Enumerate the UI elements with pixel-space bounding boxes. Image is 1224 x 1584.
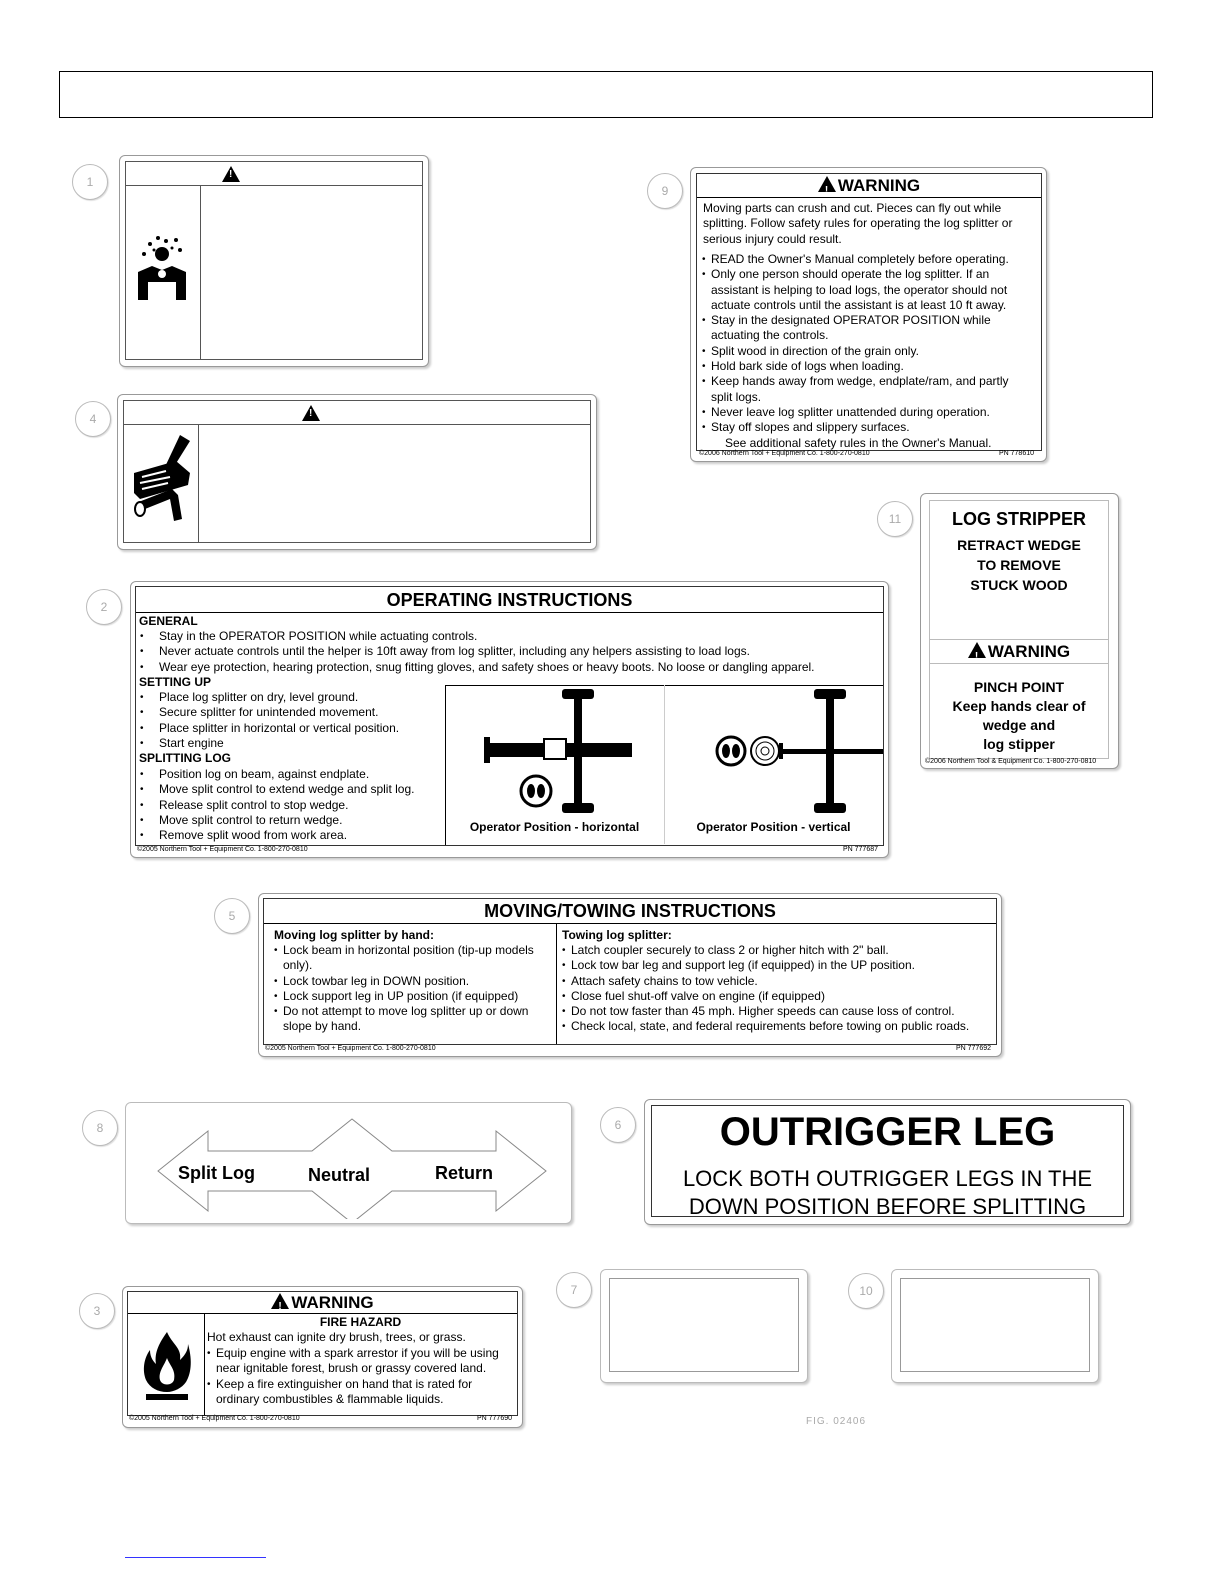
copyright: ©2006 Northern Tool + Equipment Co. 1-800-270-0810 xyxy=(699,450,870,457)
fire-sub: FIRE HAZARD xyxy=(319,1315,402,1329)
callout-4: 4 xyxy=(75,401,111,437)
warning-list xyxy=(702,252,1038,436)
decal-11-log-stripper xyxy=(920,493,1119,769)
decal-2-operating xyxy=(130,581,889,858)
setup-list xyxy=(139,690,399,751)
copyright: ©2005 Northern Tool + Equipment Co. 1-800-270-0810 xyxy=(129,1415,300,1422)
callout-6: 6 xyxy=(600,1107,636,1143)
general-head: GENERAL xyxy=(139,614,198,628)
explosion-hazard-icon xyxy=(132,232,192,302)
split-head: SPLITTING LOG xyxy=(139,751,231,765)
list-item: • Lock tow bar leg and support leg (if equipped) in the UP position. xyxy=(562,958,994,973)
header-box xyxy=(59,71,1153,118)
list-item: • Stay in the designated OPERATOR POSITION while actuating the controls. xyxy=(702,313,1038,344)
copyright: ©2005 Northern Tool + Equipment Co. 1-800-270-0810 xyxy=(137,846,308,853)
caption-horizontal: Operator Position - horizontal xyxy=(469,820,640,834)
figure-label: FIG. 02406 xyxy=(806,1416,867,1427)
operating-title: OPERATING INSTRUCTIONS xyxy=(136,587,883,613)
left-list xyxy=(274,943,552,1035)
decal-1 xyxy=(119,155,429,367)
list-item: • Start engine xyxy=(139,736,399,751)
callout-1: 1 xyxy=(72,164,108,200)
footer-link-line xyxy=(125,1557,266,1558)
flame-icon xyxy=(142,1330,192,1402)
decal-6-outrigger xyxy=(644,1099,1131,1225)
warning-triangle-icon xyxy=(818,176,836,192)
callout-7: 7 xyxy=(556,1272,592,1308)
fire-title: WARNING xyxy=(291,1293,374,1312)
label-neutral: Neutral xyxy=(308,1165,371,1185)
fire-intro: Hot exhaust can ignite dry brush, trees, or grass. xyxy=(207,1330,466,1344)
right-head: Towing log splitter: xyxy=(562,928,672,942)
callout-9: 9 xyxy=(647,173,683,209)
list-item: • Wear eye protection, hearing protection, snug fitting gloves, and safety shoes or heavy boots. No loose or dangling apparel. xyxy=(139,660,815,675)
list-item: • Only one person should operate the log splitter. If an assistant is helping to load logs, the operator should not actuate controls until the assistant is at least 10 ft away. xyxy=(702,267,1038,313)
warning-title: WARNING xyxy=(837,176,921,195)
part-number: PN 777692 xyxy=(955,1045,991,1052)
part-number: PN 778610 xyxy=(998,450,1034,457)
list-item: • Attach safety chains to tow vehicle. xyxy=(562,974,994,989)
list-item: • Stay in the OPERATOR POSITION while actuating controls. xyxy=(139,629,815,644)
left-head: Moving log splitter by hand: xyxy=(274,928,434,942)
list-item: • Keep hands away from wedge, endplate/ram, and partly split logs. xyxy=(702,374,1038,405)
stripper-keep1: Keep hands clear of xyxy=(952,698,1086,714)
list-item: • Stay off slopes and slippery surfaces. xyxy=(702,420,1038,435)
stripper-keep3: log stipper xyxy=(983,736,1055,752)
list-item: • Lock beam in horizontal position (tip-up models only). xyxy=(274,943,552,974)
list-item: • Place splitter in horizontal or vertical position. xyxy=(139,721,399,736)
right-list xyxy=(562,943,994,1035)
stripper-line2: TO REMOVE xyxy=(977,557,1061,573)
general-list xyxy=(139,629,815,675)
list-item: • READ the Owner's Manual completely before operating. xyxy=(702,252,1038,267)
warning-footer-note: See additional safety rules in the Owner's Manual. xyxy=(725,436,992,450)
decal-4 xyxy=(117,394,597,550)
label-split-log: Split Log xyxy=(178,1163,255,1183)
list-item: • Remove split wood from work area. xyxy=(139,828,414,843)
decal-7-blank xyxy=(600,1269,808,1383)
outrigger-line1: LOCK BOTH OUTRIGGER LEGS IN THE xyxy=(682,1166,1093,1191)
list-item: • Do not tow faster than 45 mph. Higher speeds can cause loss of control. xyxy=(562,1004,994,1019)
list-item: • Lock towbar leg in DOWN position. xyxy=(274,974,552,989)
split-list xyxy=(139,767,414,843)
decal-8-control xyxy=(125,1102,572,1224)
stripper-title: LOG STRIPPER xyxy=(951,509,1086,529)
list-item: • Secure splitter for unintended movement. xyxy=(139,705,399,720)
decal-3-fire xyxy=(122,1286,523,1428)
list-item: • Hold bark side of logs when loading. xyxy=(702,359,1038,374)
list-item: • Never actuate controls until the helper is 10ft away from log splitter, including any helpers assisting to load logs. xyxy=(139,644,815,659)
list-item: • Close fuel shut-off valve on engine (if equipped) xyxy=(562,989,994,1004)
towing-title: MOVING/TOWING INSTRUCTIONS xyxy=(264,899,996,924)
warning-triangle-icon xyxy=(302,405,322,425)
setup-head: SETTING UP xyxy=(139,675,212,689)
list-item: • Place log splitter on dry, level ground. xyxy=(139,690,399,705)
list-item: • Never leave log splitter unattended during operation. xyxy=(702,405,1038,420)
callout-5: 5 xyxy=(214,898,250,934)
stripper-keep2: wedge and xyxy=(982,717,1056,733)
copyright: ©2006 Northern Tool & Equipment Co. 1-800-270-0810 xyxy=(925,758,1097,765)
list-item: • Keep a fire extinguisher on hand that is rated for ordinary combustibles & flammable liquids. xyxy=(207,1377,515,1408)
list-item: • Do not attempt to move log splitter up or down slope by hand. xyxy=(274,1004,552,1035)
callout-11: 11 xyxy=(877,501,913,537)
operator-position-horizontal-diagram xyxy=(476,687,636,817)
stripper-pinch: PINCH POINT xyxy=(973,679,1065,695)
copyright: ©2005 Northern Tool + Equipment Co. 1-800-270-0810 xyxy=(265,1045,436,1052)
label-return: Return xyxy=(435,1163,493,1183)
callout-8: 8 xyxy=(82,1110,118,1146)
part-number: PN 777687 xyxy=(842,846,878,853)
part-number: PN 777690 xyxy=(476,1415,512,1422)
list-item: • Equip engine with a spark arrestor if you will be using near ignitable forest, brush or grassy covered land. xyxy=(207,1346,515,1377)
callout-10: 10 xyxy=(848,1273,884,1309)
list-item: • Move split control to extend wedge and split log. xyxy=(139,782,414,797)
list-item: • Latch coupler securely to class 2 or higher hitch with 2" ball. xyxy=(562,943,994,958)
crush-hand-icon xyxy=(130,433,194,523)
list-item: • Release split control to stop wedge. xyxy=(139,798,414,813)
outrigger-title: OUTRIGGER LEG xyxy=(719,1110,1056,1154)
warning-triangle-icon xyxy=(222,166,242,186)
list-item: • Lock support leg in UP position (if equipped) xyxy=(274,989,552,1004)
decal-5-towing xyxy=(258,893,1002,1057)
stripper-warning: WARNING xyxy=(987,642,1071,661)
stripper-line1: RETRACT WEDGE xyxy=(957,537,1081,553)
operator-position-vertical-diagram xyxy=(711,687,883,817)
stripper-line3: STUCK WOOD xyxy=(970,577,1068,593)
callout-3: 3 xyxy=(79,1293,115,1329)
list-item: • Split wood in direction of the grain only. xyxy=(702,344,1038,359)
warning-triangle-icon xyxy=(271,1293,289,1309)
list-item: • Check local, state, and federal requirements before towing on public roads. xyxy=(562,1019,994,1034)
callout-2: 2 xyxy=(86,589,122,625)
caption-vertical: Operator Position - vertical xyxy=(696,820,851,834)
list-item: • Position log on beam, against endplate. xyxy=(139,767,414,782)
outrigger-line2: DOWN POSITION BEFORE SPLITTING xyxy=(688,1194,1087,1219)
warning-triangle-icon xyxy=(968,642,986,658)
decal-9-warning xyxy=(690,167,1047,462)
list-item: • Move split control to return wedge. xyxy=(139,813,414,828)
warning-intro: Moving parts can crush and cut. Pieces can fly out while splitting. Follow safety rules for operating the log splitter or serious injury could result. xyxy=(703,201,1013,246)
decal-10-blank xyxy=(891,1269,1099,1383)
fire-list xyxy=(207,1346,515,1407)
